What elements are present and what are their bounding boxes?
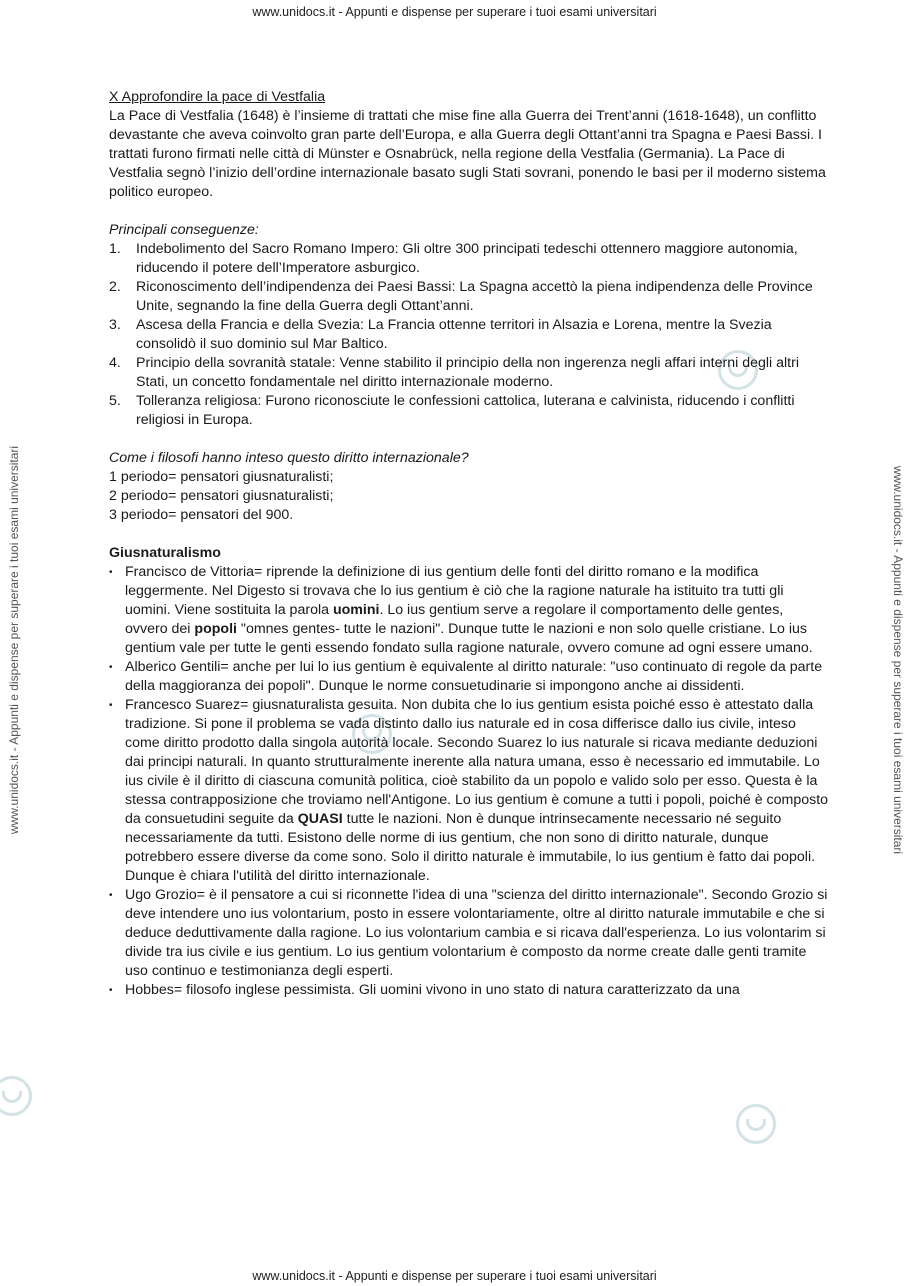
question-heading: Come i filosofi hanno inteso questo diritto internazionale?	[109, 450, 469, 466]
philosopher-item	[109, 886, 829, 981]
intro-paragraph: La Pace di Vestfalia (1648) è l’insieme di trattati che mise fine alla Guerra dei Trent’anni (1618-1648), un conflitto devastante che aveva coinvolto gran parte dell’Europa, e alla Guerra degli Ottant’anni tra Spagna e Paesi Bassi. I trattati furono firmati nelle città di Münster e Osnabrück, nella regione della Vestfalia (Germania). La Pace di Vestfalia segnò l’inizio dell’ordine internazionale basato sugli Stati sovrani, ponendo le basi per il moderno sistema politico europeo.	[109, 108, 826, 200]
bullet-icon: •	[109, 700, 113, 711]
philosopher-text: . Lo ius gentium serve a regolare il comportamento delle gentes, ovvero dei	[125, 602, 784, 637]
side-watermark-left: www.unidocs.it - Appunti e dispense per superare i tuoi esami universitari	[7, 445, 21, 835]
consequence-item	[109, 278, 829, 316]
bullet-icon: •	[109, 985, 113, 996]
consequence-number: 3.	[109, 317, 121, 333]
consequences-list	[109, 240, 829, 430]
philosopher-item	[109, 658, 829, 696]
bullet-icon: •	[109, 567, 113, 578]
consequence-text: Indebolimento del Sacro Romano Impero: Gli oltre 300 principati tedeschi ottennero maggiore autonomia, riducendo il potere dell’Imperatore asburgico.	[136, 241, 798, 276]
philosopher-text: Alberico Gentili= anche per lui lo ius gentium è equivalente al diritto naturale: "uso continuato di regole da parte della maggioranza dei popoli". Dunque le norme consuetudinarie si impongono anche ai dissidenti.	[125, 659, 823, 694]
section-heading: Giusnaturalismo	[109, 545, 221, 561]
bullet-icon: •	[109, 890, 113, 901]
consequence-number: 2.	[109, 279, 121, 295]
philosopher-text: Ugo Grozio= è il pensatore a cui si riconnette l'idea di una "scienza del diritto internazionale". Secondo Grozio si deve intendere uno ius volontarium, posto in essere volontariamente, oltre al diritto naturale immutabile e che si deduce deduttivamente dalla ragione. Lo ius volontarium cambia e si ricava dall'esperienza. Lo ius volontarim si divide tra ius civile e ius gentium. Lo ius gentium volontarium è composto da norme create dalle genti tramite uso continuo e testimonianza degli esperti.	[125, 887, 828, 979]
philosopher-text: Francesco Suarez= giusnaturalista gesuita. Non dubita che lo ius gentium esista poiché esso è attestato dalla tradizione. Si pone il problema se vada distinto dallo ius naturale ed in cosa differisce dallo ius civile, inteso come diritto prodotto dalla singola autorità locale. Secondo Suarez lo ius naturale si ricava mediante deduzioni dai principi naturali. In quanto strutturalmente inerente alla natura umana, esso è necessario ed immutabile. Lo ius civile è il diritto di ciascuna comunità politica, cioè stabilito da un popolo e valido solo per esso. Questa è la stessa contrapposizione che troviamo nell'Antigone. Lo ius gentium è comune a tutti i popoli, poiché è composto da consuetudini seguite da	[125, 697, 829, 827]
consequence-item	[109, 392, 829, 430]
bullet-icon: •	[109, 662, 113, 673]
document-body	[109, 88, 829, 1000]
bold-term: uomini	[332, 602, 380, 618]
philosopher-text: tutte le nazioni. Non è dunque intrinsecamente necessario né seguito necessariamente da tutti. Esistono delle norme di ius gentium, che non sono di diritto naturale, dunque potrebbero essere diverse da come sono. Solo il diritto naturale è immutabile, lo ius gentium è fatto dai popoli. Dunque è chiara l'utilità del diritto internazionale.	[125, 811, 816, 884]
consequences-heading: Principali conseguenze:	[109, 222, 259, 238]
period-line: 3 periodo= pensatori del 900.	[109, 507, 294, 523]
philosopher-text: Hobbes= filosofo inglese pessimista. Gli uomini vivono in uno stato di natura caratterizzato da una	[125, 982, 740, 998]
period-line: 1 periodo= pensatori giusnaturalisti;	[109, 469, 334, 485]
periods-list	[109, 468, 829, 525]
consequence-number: 1.	[109, 241, 121, 257]
philosopher-item	[109, 981, 829, 1000]
philosopher-item	[109, 696, 829, 886]
site-banner-bottom: www.unidocs.it - Appunti e dispense per superare i tuoi esami universitari	[252, 1269, 657, 1283]
consequence-text: Riconoscimento dell’indipendenza dei Paesi Bassi: La Spagna accettò la piena indipendenza delle Province Unite, segnando la fine della Guerra degli Ottant’anni.	[136, 279, 813, 314]
philosopher-text: "omnes gentes- tutte le nazioni". Dunque tutte le nazioni e non solo quelle cristiane. Lo ius gentium vale per tutte le genti essendo fondato sulla ragione naturale, ovvero comune ad ogni essere umano.	[125, 621, 813, 656]
watermark-logo-icon	[736, 1104, 776, 1144]
philosopher-text: Francisco de Vittoria= riprende la definizione di ius gentium delle fonti del diritto romano e la modifica leggermente. Nel Digesto si trovava che lo ius gentium è ciò che la ragione naturale ha istituito tra tutti gli uomini. Viene sostituita la parola	[125, 564, 784, 618]
consequence-text: Tolleranza religiosa: Furono riconosciute le confessioni cattolica, luterana e calvinista, riducendo i conflitti religiosi in Europa.	[136, 393, 795, 428]
consequence-item	[109, 240, 829, 278]
bold-term: QUASI	[297, 811, 343, 827]
consequence-item	[109, 354, 829, 392]
consequence-text: Principio della sovranità statale: Venne stabilito il principio della non ingerenza negli affari interni degli altri Stati, un concetto fondamentale nel diritto internazionale moderno.	[136, 355, 800, 390]
period-line: 2 periodo= pensatori giusnaturalisti;	[109, 488, 334, 504]
site-banner-top: www.unidocs.it - Appunti e dispense per superare i tuoi esami universitari	[252, 5, 657, 19]
consequence-number: 5.	[109, 393, 121, 409]
philosopher-item	[109, 563, 829, 658]
consequence-text: Ascesa della Francia e della Svezia: La Francia ottenne territori in Alsazia e Lorena, mentre la Svezia consolidò il suo dominio sul Mar Baltico.	[136, 317, 772, 352]
bold-term: popoli	[194, 621, 237, 637]
consequence-number: 4.	[109, 355, 121, 371]
page-title: X Approfondire la pace di Vestfalia	[109, 89, 326, 105]
consequence-item	[109, 316, 829, 354]
philosophers-list	[109, 563, 829, 1000]
side-watermark-right: www.unidocs.it - Appunti e dispense per superare i tuoi esami universitari	[891, 465, 905, 855]
watermark-logo-icon	[0, 1076, 32, 1116]
